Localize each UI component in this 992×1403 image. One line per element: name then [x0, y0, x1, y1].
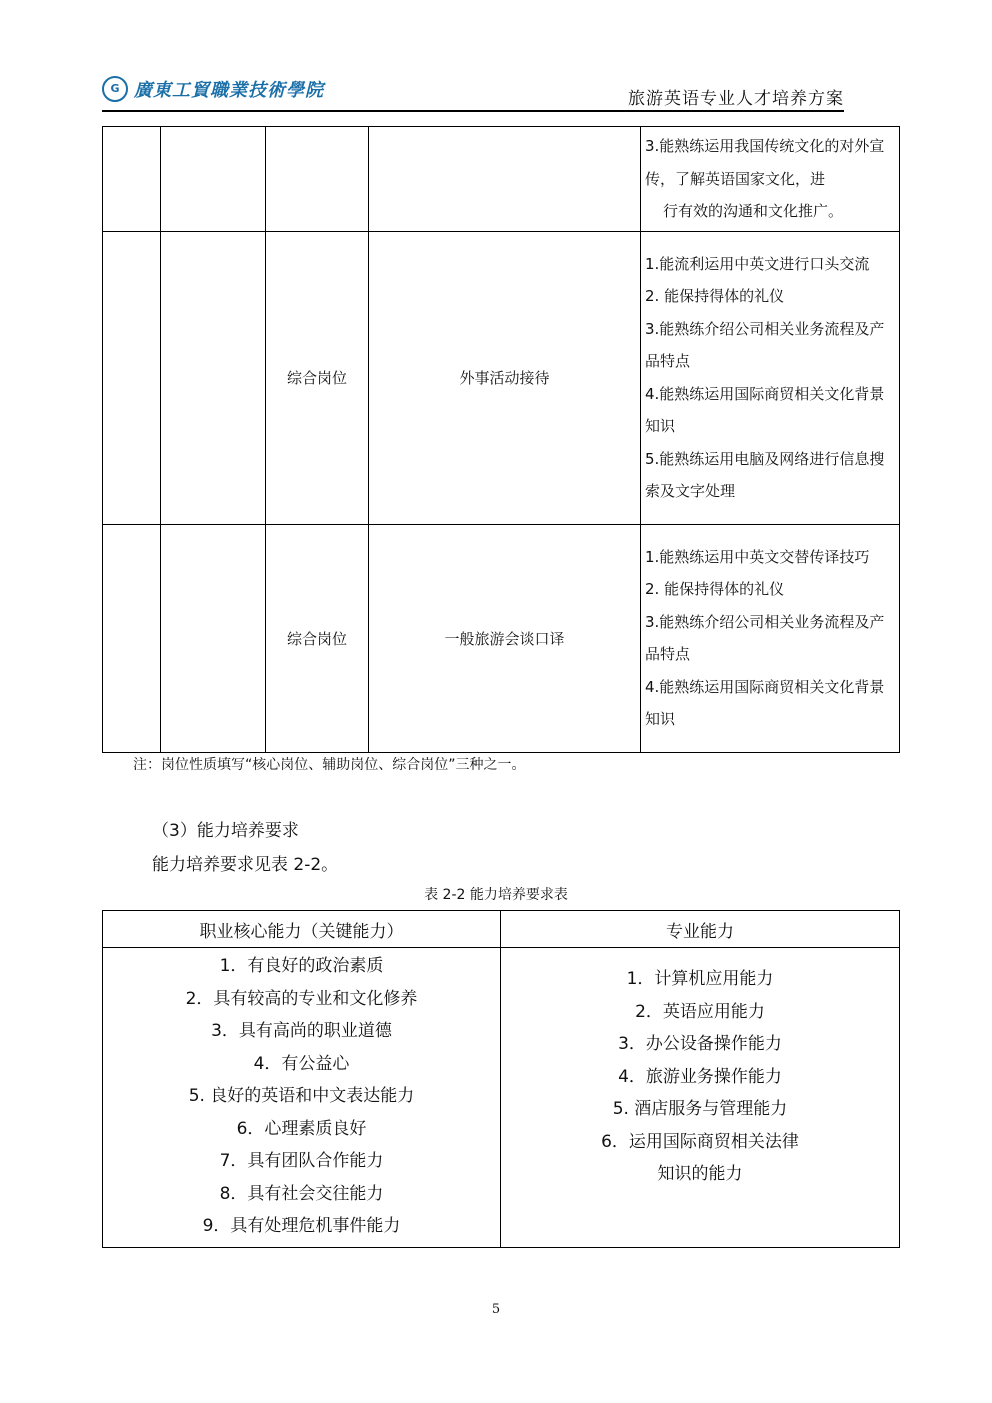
requirement-line: 5.能熟练运用电脑及网络进行信息搜索及文字处理 [645, 449, 885, 500]
requirements-cell [641, 127, 900, 232]
requirement-line: 4.能熟练运用国际商贸相关文化背景知识 [645, 384, 885, 435]
ability-requirements-table [102, 910, 900, 1248]
list-item: 3．具有高尚的职业道德 [211, 1021, 392, 1041]
list-item: 3．办公设备操作能力 [618, 1034, 782, 1054]
page-header [102, 74, 844, 110]
job-task-cell: 一般旅游会谈口译 [369, 524, 641, 752]
requirement-line: 行有效的沟通和文化推广。 [663, 202, 844, 220]
table-cell [161, 524, 266, 752]
list-item: 2．英语应用能力 [635, 1001, 765, 1022]
core-ability-list [103, 948, 501, 1248]
list-item: 9．具有处理危机事件能力 [202, 1216, 401, 1236]
requirement-line: 4.能熟练运用国际商贸相关文化背景知识 [645, 677, 885, 728]
table-note: 注：岗位性质填写“核心岗位、辅助岗位、综合岗位”三种之一。 [133, 757, 526, 773]
list-item: 5. 酒店服务与管理能力 [612, 1099, 788, 1119]
table-cell [103, 231, 161, 524]
requirements-cell [641, 524, 900, 752]
page-number: 5 [491, 1302, 501, 1317]
requirement-line: 1.能熟练运用中英文交替传译技巧 [645, 547, 870, 566]
job-nature-cell: 综合岗位 [266, 524, 369, 752]
requirement-line: 1.能流利运用中英文进行口头交流 [645, 254, 870, 273]
section-heading: （3）能力培养要求 [152, 821, 299, 841]
requirement-line: 3.能熟练运用我国传统文化的对外宣传，了解英语国家文化，进 [645, 137, 885, 188]
list-item: 1．计算机应用能力 [626, 969, 774, 989]
table-header-row [103, 911, 900, 948]
list-item: 7．具有团队合作能力 [219, 1151, 384, 1171]
core-ability-header: 职业核心能力（关键能力） [103, 911, 501, 948]
list-item: 6．心理素质良好 [236, 1118, 367, 1139]
job-nature-cell: 综合岗位 [266, 231, 369, 524]
list-item: 8．具有社会交往能力 [219, 1183, 384, 1204]
table-row [103, 231, 900, 524]
table-cell [161, 231, 266, 524]
professional-ability-list [501, 948, 900, 1248]
section-intro: 能力培养要求见表 2-2。 [152, 855, 339, 875]
table-row [103, 524, 900, 752]
list-item: 2．具有较高的专业和文化修养 [185, 988, 418, 1009]
table-cell [103, 524, 161, 752]
requirements-cell [641, 231, 900, 524]
list-item: 5. 良好的英语和中文表达能力 [188, 1086, 415, 1106]
requirement-line: 3.能熟练介绍公司相关业务流程及产品特点 [645, 319, 885, 370]
header-divider [102, 110, 844, 112]
college-emblem-icon: G [102, 76, 128, 102]
table-row [103, 127, 900, 232]
document-title: 旅游英语专业人才培养方案 [628, 89, 844, 109]
table-cell [161, 127, 266, 232]
list-item: 知识的能力 [657, 1164, 743, 1184]
requirement-line: 2. 能保持得体的礼仪 [645, 580, 785, 598]
college-name: 廣東工貿職業技術學院 [134, 80, 324, 101]
requirement-line: 3.能熟练介绍公司相关业务流程及产品特点 [645, 612, 885, 663]
requirement-line: 2. 能保持得体的礼仪 [645, 287, 785, 305]
job-task-cell: 外事活动接待 [369, 231, 641, 524]
job-task-cell [369, 127, 641, 232]
table-row [103, 948, 900, 1248]
professional-ability-header: 专业能力 [501, 911, 900, 948]
table-cell [103, 127, 161, 232]
table-caption: 表 2-2 能力培养要求表 [424, 887, 568, 903]
list-item: 4．有公益心 [253, 1053, 350, 1074]
list-item: 4．旅游业务操作能力 [618, 1066, 782, 1087]
job-requirements-table [102, 126, 900, 753]
college-logo [102, 76, 324, 102]
job-nature-cell [266, 127, 369, 232]
list-item: 1．有良好的政治素质 [219, 956, 384, 976]
list-item: 6．运用国际商贸相关法律 [601, 1131, 799, 1152]
